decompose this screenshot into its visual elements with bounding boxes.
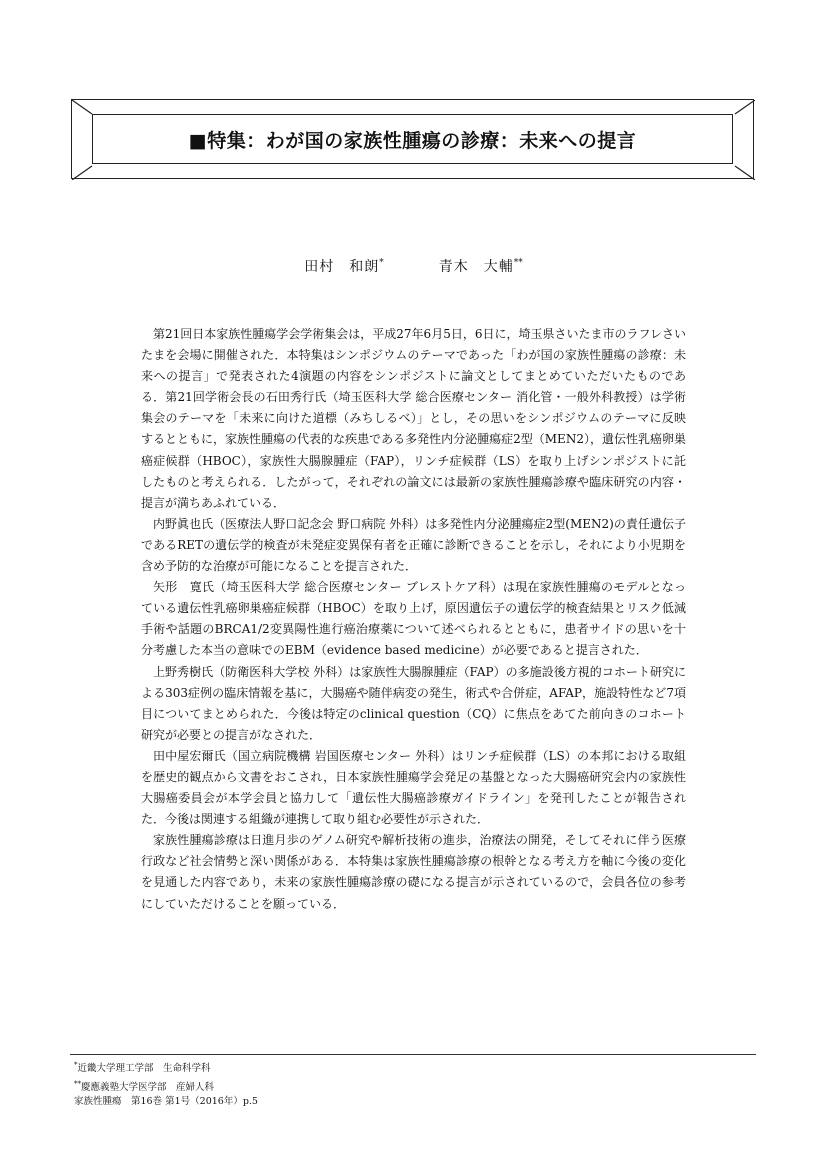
paragraph-yagata: 矢形 寛氏（埼玉医科大学 総合医療センター ブレストケア科）は現在家族性腫瘍のモデルとなっている遺伝性乳癌卵巣癌症候群（HBOC）を取り上げ，原因遺伝子の遺伝学的検査結果とリスク低減手術や話題のBRCA1/2変異陽性進行癌治療薬について述べられるとともに，患者サイドの思いを十分考慮した本当の意味でのEBM（evidence based medicine）が必要であると提言された．: [141, 580, 686, 658]
paragraph-intro: 第21回日本家族性腫瘍学会学術集会は，平成27年6月5日，6日に，埼玉県さいたま市のラフレさいたまを会場に開催された．本特集はシンポジウムのテーマであった「わが国の家族性腫瘍の診療：未来への提言」で発表された4演題の内容をシンポジストに論文としてまとめていただいたものである．第21回学術会長の石田秀行氏（埼玉医科大学 総合医療センター 消化管・一般外科教授）は学術集会のテーマを「未来に向けた道標（みちしるべ）」とし，その思いをシンポジウムのテーマに反映するとともに，家族性腫瘍の代表的な疾患である多発性内分泌腫瘍症2型（MEN2），遺伝性乳癌卵巣癌症候群（HBOC），家族性大腸腺腫症（FAP），リンチ症候群（LS）を取り上げシンポジストに託したものと考えられる．したがって，それぞれの論文には最新の家族性腫瘍診療や臨床研究の内容・提言が満ちあふれている．: [141, 327, 686, 510]
author-name: 青木 大輔: [438, 259, 514, 275]
page-title: ■特集：わが国の家族性腫瘍の診療：未来への提言: [188, 129, 637, 152]
footnote-affiliation-2: [74, 1077, 258, 1096]
title-box: [71, 99, 754, 179]
paragraph-uchino: 内野眞也氏（医療法人野口記念会 野口病院 外科）は多発性内分泌腫瘍症2型(MEN2)の責任遺伝子であるRETの遺伝学的検査が未発症変異保有者を正確に診断できることを示し，それにより小児期を含め予防的な治療が可能になることを提言された．: [141, 516, 686, 574]
footnote-mark: *: [74, 1061, 78, 1069]
footnote-affiliation-1: [74, 1058, 258, 1077]
paragraph-ueno: 上野秀樹氏（防衛医科大学校 外科）は家族性大腸腺腫症（FAP）の多施設後方視的コホート研究による303症例の臨床情報を基に，大腸癌や随伴病変の発生，術式や合併症，AFAP，施設特性など7項目についてまとめられた．今後は特定のclinical question（CQ）に焦点をあてた前向きのコホート研究が必要との提言がなされた．: [141, 664, 686, 742]
paragraph-conclusion: 家族性腫瘍診療は日進月歩のゲノム研究や解析技術の進歩，治療法の開発，そしてそれに伴う医療行政など社会情勢と深い関係がある．本特集は家族性腫瘍診療の根幹となる考え方を軸に今後の変化を見通した内容であり，未来の家族性腫瘍診療の礎になる提言が示されているので，会員各位の参考にしていただけることを願っている．: [141, 833, 686, 911]
footnote-text: 慶應義塾大学医学部 産婦人科: [81, 1081, 215, 1093]
author-affiliation-mark: **: [513, 258, 523, 268]
footnote-mark: **: [74, 1079, 81, 1088]
journal-citation: 家族性腫瘍 第16巻 第1号（2016年）p.5: [74, 1096, 258, 1107]
author-line: [0, 256, 827, 276]
paragraph-tanakaya: 田中屋宏爾氏（国立病院機構 岩国医療センター 外科）はリンチ症候群（LS）の本邦における取組を歴史的観点から文書をおこされ，日本家族性腫瘍学会発足の基盤となった大腸癌研究会内の家族性大腸癌委員会が本学会員と協力して「遺伝性大腸癌診療ガイドライン」を発刊したことが報告された．今後は関連する組織が連携して取り組む必要性が示された．: [141, 748, 686, 827]
footnote-divider: [70, 1054, 756, 1055]
title-box-inner: [92, 114, 733, 164]
footnote-text: 近畿大学理工学部 生命科学科: [77, 1063, 211, 1074]
article-body: [141, 324, 686, 915]
footnotes: [74, 1058, 258, 1110]
author-affiliation-mark: *: [379, 258, 384, 268]
author-name: 田村 和朗: [304, 259, 380, 275]
